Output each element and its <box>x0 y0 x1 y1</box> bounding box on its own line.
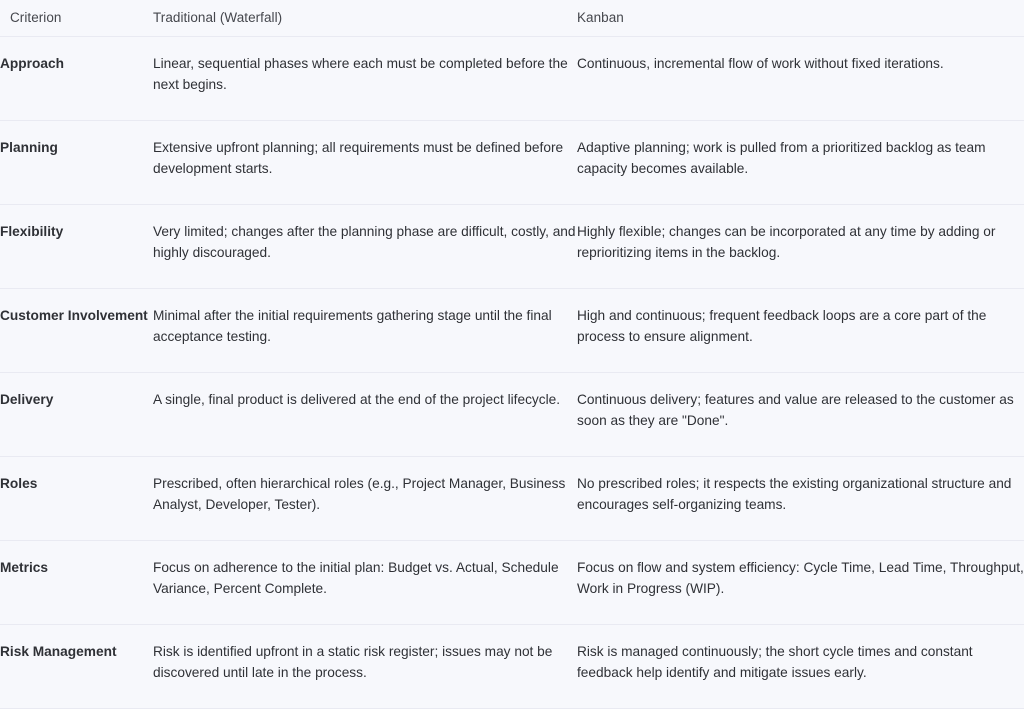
row-label <box>0 625 153 709</box>
cell-traditional <box>153 121 577 205</box>
row-label-text: Risk Management <box>0 644 117 659</box>
row-label <box>0 457 153 541</box>
row-label-text: Approach <box>0 56 64 71</box>
column-header-kanban: Kanban <box>577 0 1024 37</box>
cell-kanban-text: No prescribed roles; it respects the existing organizational structure and encourages self-organizing teams. <box>577 476 1012 512</box>
cell-kanban-text: Focus on flow and system efficiency: Cycle Time, Lead Time, Throughput, Work in Progress (WIP). <box>577 560 1024 596</box>
cell-traditional-text: Focus on adherence to the initial plan: Budget vs. Actual, Schedule Variance, Percent Complete. <box>153 560 559 596</box>
table-row <box>0 625 1024 709</box>
cell-traditional-text: Prescribed, often hierarchical roles (e.g., Project Manager, Business Analyst, Developer, Tester). <box>153 476 566 512</box>
cell-traditional <box>153 625 577 709</box>
row-label-text: Roles <box>0 476 38 491</box>
cell-traditional-text: A single, final product is delivered at the end of the project lifecycle. <box>153 392 561 407</box>
cell-kanban <box>577 205 1024 289</box>
cell-kanban-text: Adaptive planning; work is pulled from a prioritized backlog as team capacity becomes available. <box>577 140 986 176</box>
table-row <box>0 37 1024 121</box>
row-label <box>0 205 153 289</box>
cell-kanban <box>577 373 1024 457</box>
row-label-text: Delivery <box>0 392 54 407</box>
cell-traditional-text: Linear, sequential phases where each must be completed before the next begins. <box>153 56 568 92</box>
cell-traditional-text: Minimal after the initial requirements gathering stage until the final acceptance testing. <box>153 308 552 344</box>
cell-kanban <box>577 37 1024 121</box>
table-header-row <box>0 0 1024 37</box>
cell-traditional-text: Risk is identified upfront in a static risk register; issues may not be discovered until late in the process. <box>153 644 553 680</box>
row-label <box>0 541 153 625</box>
cell-traditional <box>153 205 577 289</box>
cell-traditional-text: Very limited; changes after the planning phase are difficult, costly, and highly discouraged. <box>153 224 576 260</box>
cell-kanban <box>577 121 1024 205</box>
table-row <box>0 289 1024 373</box>
cell-traditional <box>153 457 577 541</box>
cell-traditional-text: Extensive upfront planning; all requirements must be defined before development starts. <box>153 140 564 176</box>
cell-traditional <box>153 541 577 625</box>
cell-kanban <box>577 457 1024 541</box>
row-label-text: Planning <box>0 140 58 155</box>
row-label <box>0 37 153 121</box>
row-label <box>0 373 153 457</box>
table-row <box>0 457 1024 541</box>
cell-kanban <box>577 625 1024 709</box>
table-row <box>0 373 1024 457</box>
cell-kanban-text: Continuous, incremental flow of work without fixed iterations. <box>577 56 944 71</box>
row-label <box>0 289 153 373</box>
table-row <box>0 121 1024 205</box>
cell-kanban-text: Continuous delivery; features and value are released to the customer as soon as they are "Done". <box>577 392 1014 428</box>
column-header-criterion: Criterion <box>0 0 153 37</box>
cell-traditional <box>153 373 577 457</box>
cell-kanban-text: Highly flexible; changes can be incorporated at any time by adding or reprioritizing items in the backlog. <box>577 224 996 260</box>
cell-kanban-text: High and continuous; frequent feedback loops are a core part of the process to ensure alignment. <box>577 308 987 344</box>
cell-kanban <box>577 541 1024 625</box>
row-label <box>0 121 153 205</box>
table-row <box>0 541 1024 625</box>
row-label-text: Metrics <box>0 560 48 575</box>
row-label-text: Flexibility <box>0 224 64 239</box>
column-header-traditional: Traditional (Waterfall) <box>153 0 577 37</box>
row-label-text: Customer Involvement <box>0 308 148 323</box>
table-row <box>0 205 1024 289</box>
cell-kanban <box>577 289 1024 373</box>
table-body <box>0 37 1024 709</box>
cell-traditional <box>153 289 577 373</box>
cell-kanban-text: Risk is managed continuously; the short cycle times and constant feedback help identify and mitigate issues early. <box>577 644 973 680</box>
cell-traditional <box>153 37 577 121</box>
